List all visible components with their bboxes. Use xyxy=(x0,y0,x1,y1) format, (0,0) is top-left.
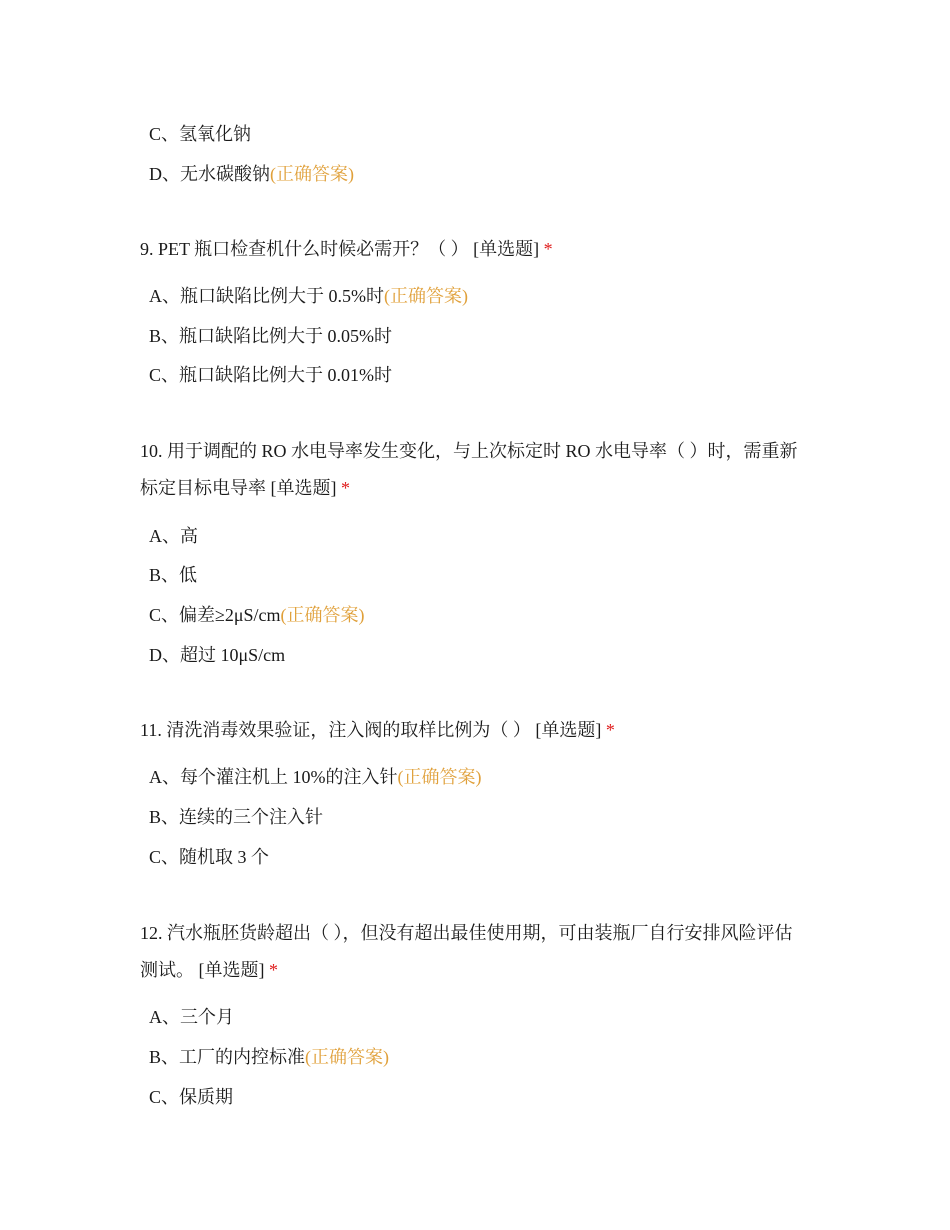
question-text: 9. PET 瓶口检查机什么时候必需开？（ ） [单选题] xyxy=(140,239,540,259)
option-text: B、连续的三个注入针 xyxy=(149,807,324,827)
question-12-title xyxy=(140,915,810,989)
correct-answer-marker: (正确答案) xyxy=(280,605,365,625)
option-9-a[interactable] xyxy=(149,284,468,308)
question-text: 11. 清洗消毒效果验证，注入阀的取样比例为（ ） [单选题] xyxy=(140,720,602,740)
option-10-d[interactable] xyxy=(149,643,285,667)
option-text: A、瓶口缺陷比例大于 0.5%时 xyxy=(149,286,384,306)
option-text: B、瓶口缺陷比例大于 0.05%时 xyxy=(149,326,392,346)
correct-answer-marker: (正确答案) xyxy=(384,286,468,306)
correct-answer-marker: (正确答案) xyxy=(305,1047,390,1067)
required-marker: * xyxy=(269,960,278,980)
question-11-title xyxy=(140,712,810,749)
required-marker: * xyxy=(605,720,615,740)
option-text: C、保质期 xyxy=(149,1087,234,1107)
option-10-a[interactable] xyxy=(149,524,198,548)
question-10-title xyxy=(140,433,810,507)
option-text: D、无水碳酸钠 xyxy=(149,164,270,184)
option-12-b[interactable] xyxy=(149,1045,389,1069)
option-11-a[interactable] xyxy=(149,765,482,789)
option-text: C、氢氧化钠 xyxy=(149,124,252,144)
question-text: 12. 汽水瓶胚货龄超出（ ），但没有超出最佳使用期，可由装瓶厂自行安排风险评估测试。 [单选题] xyxy=(140,923,793,980)
option-text: A、高 xyxy=(149,526,198,546)
option-11-c[interactable] xyxy=(149,845,269,869)
option-text: C、瓶口缺陷比例大于 0.01%时 xyxy=(149,365,392,385)
required-marker: * xyxy=(543,239,553,259)
option-12-c[interactable] xyxy=(149,1085,233,1109)
option-11-b[interactable] xyxy=(149,805,323,829)
question-text: 10. 用于调配的 RO 水电导率发生变化，与上次标定时 RO 水电导率（ ）时，需重新标定目标电导率 [单选题] xyxy=(140,441,798,498)
option-prev-d[interactable] xyxy=(149,162,354,186)
correct-answer-marker: (正确答案) xyxy=(270,164,354,184)
required-marker: * xyxy=(341,478,350,498)
option-text: A、三个月 xyxy=(149,1007,234,1027)
option-12-a[interactable] xyxy=(149,1005,234,1029)
option-text: C、偏差≥2μS/cm xyxy=(149,605,281,625)
option-9-c[interactable] xyxy=(149,363,392,387)
option-10-c[interactable] xyxy=(149,603,365,627)
option-text: D、超过 10μS/cm xyxy=(149,645,286,665)
option-text: C、随机取 3 个 xyxy=(149,847,270,867)
option-9-b[interactable] xyxy=(149,324,392,348)
option-text: A、每个灌注机上 10%的注入针 xyxy=(149,767,398,787)
question-9-title xyxy=(140,231,810,268)
option-10-b[interactable] xyxy=(149,563,197,587)
correct-answer-marker: (正确答案) xyxy=(397,767,482,787)
option-text: B、工厂的内控标准 xyxy=(149,1047,306,1067)
option-text: B、低 xyxy=(149,565,198,585)
option-prev-c[interactable] xyxy=(149,122,251,146)
